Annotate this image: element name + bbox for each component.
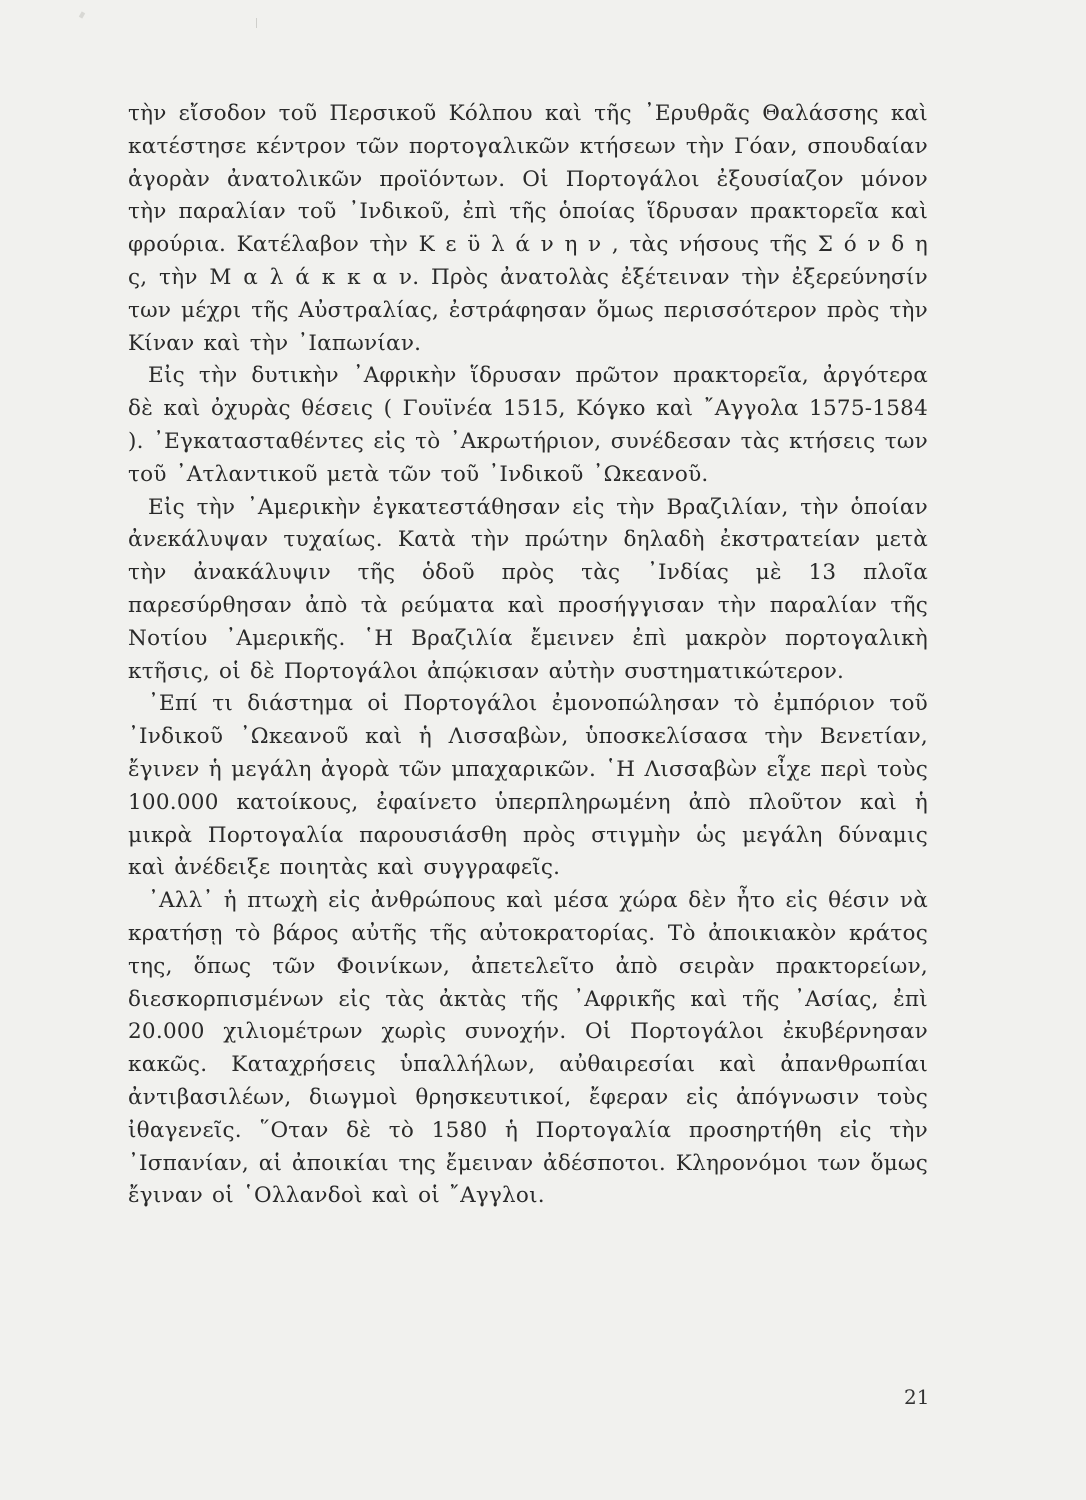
page-number: 21 xyxy=(904,1385,930,1409)
paragraph-1: τὴν εἴσοδον τοῦ Περσικοῦ Κόλπου καὶ τῆς ᾿Ερυθρᾶς Θαλάσσης καὶ κατέστησε κέντρον τῶν πορτογαλικῶν κτήσεων τὴν Γόαν, σπουδαίαν ἀγορὰν ἀνατολικῶν προϊόντων. Οἱ Πορτογάλοι ἐξουσίαζον μόνον τὴν παραλίαν τοῦ ᾿Ινδικοῦ, ἐπὶ τῆς ὁποίας ἵδρυσαν πρακτορεῖα καὶ φρούρια. Κατέλαβον τὴν Κ ε ϋ λ ά ν η ν , τὰς νήσους τῆς Σ ό ν δ η ς, τὴν Μ α λ ά κ κ α ν. Πρὸς ἀνατολὰς ἐξέτειναν τὴν ἐξερεύνησίν των μέχρι τῆς Αὐστραλίας, ἐστράφησαν ὅμως περισσότερον πρὸς τὴν Κίναν καὶ τὴν ᾿Ιαπωνίαν. xyxy=(128,101,928,356)
paragraph-3: Εἰς τὴν ᾿Αμερικὴν ἐγκατεστάθησαν εἰς τὴν Βραζιλίαν, τὴν ὁποίαν ἀνεκάλυψαν τυχαίως. Κατὰ τὴν πρώτην δηλαδὴ ἐκστρατείαν μετὰ τὴν ἀνακάλυψιν τῆς ὁδοῦ πρὸς τὰς ᾿Ινδίας μὲ 13 πλοῖα παρεσύρθησαν ἀπὸ τὰ ρεύματα καὶ προσήγγισαν τὴν παραλίαν τῆς Νοτίου ᾿Αμερικῆς. ῾Η Βραζιλία ἔμεινεν ἐπὶ μακρὸν πορτογαλικὴ κτῆσις, οἱ δὲ Πορτογάλοι ἀπῴκισαν αὐτὴν συστηματικώτερον. xyxy=(128,494,928,684)
paragraph-4: ᾿Επί τι διάστημα οἱ Πορτογάλοι ἐμονοπώλησαν τὸ ἐμπόριον τοῦ ᾿Ινδικοῦ ᾿Ωκεανοῦ καὶ ἡ Λισσαβὼν, ὑποσκελίσασα τὴν Βενετίαν, ἔγινεν ἡ μεγάλη ἀγορὰ τῶν μπαχαρικῶν. ῾Η Λισσαβὼν εἶχε περὶ τοὺς 100.000 κατοίκους, ἐφαίνετο ὑπερπληρωμένη ἀπὸ πλοῦτον καὶ ἡ μικρὰ Πορτογαλία παρουσιάσθη πρὸς στιγμὴν ὡς μεγάλη δύναμις καὶ ἀνέδειξε ποιητὰς καὶ συγγραφεῖς. xyxy=(128,691,928,881)
paragraph-5: ᾿Αλλ᾿ ἡ πτωχὴ εἰς ἀνθρώπους καὶ μέσα χώρα δὲν ἦτο εἰς θέσιν νὰ κρατήσῃ τὸ βάρος αὐτῆς τῆς αὐτοκρατορίας. Τὸ ἀποικιακὸν κράτος της, ὅπως τῶν Φοινίκων, ἀπετελεῖτο ἀπὸ σειρὰν πρακτορείων, διεσκορπισμένων εἰς τὰς ἀκτὰς τῆς ᾿Αφρικῆς καὶ τῆς ᾿Ασίας, ἐπὶ 20.000 χιλιομέτρων χωρὶς συνοχήν. Οἱ Πορτογάλοι ἐκυβέρνησαν κακῶς. Καταχρήσεις ὑπαλλήλων, αὐθαιρεσίαι καὶ ἀπανθρωπίαι ἀντιβασιλέων, διωγμοὶ θρησκευτικοί, ἔφεραν εἰς ἀπόγνωσιν τοὺς ἰθαγενεῖς. ῞Οταν δὲ τὸ 1580 ἡ Πορτογαλία προσηρτήθη εἰς τὴν ᾿Ισπανίαν, αἱ ἀποικίαι της ἔμειναν ἀδέσποτοι. Κληρονόμοι των ὅμως ἔγιναν οἱ ῾Ολλανδοὶ καὶ οἱ ῎Αγγλοι. xyxy=(128,888,928,1209)
scan-mark xyxy=(256,18,257,28)
paragraph-2: Εἰς τὴν δυτικὴν ᾿Αφρικὴν ἵδρυσαν πρῶτον πρακτορεῖα, ἀργότερα δὲ καὶ ὀχυρὰς θέσεις ( Γουϊνέα 1515, Κόγκο καὶ ῎Αγγολα 1575-1584 ). ᾿Εγκατασταθέντες εἰς τὸ ᾿Ακρωτήριον, συνέδεσαν τὰς κτήσεις των τοῦ ᾿Ατλαντικοῦ μετὰ τῶν τοῦ ᾿Ινδικοῦ ᾿Ωκεανοῦ. xyxy=(128,363,928,487)
body-text xyxy=(128,98,928,1213)
scan-speck xyxy=(79,11,85,18)
